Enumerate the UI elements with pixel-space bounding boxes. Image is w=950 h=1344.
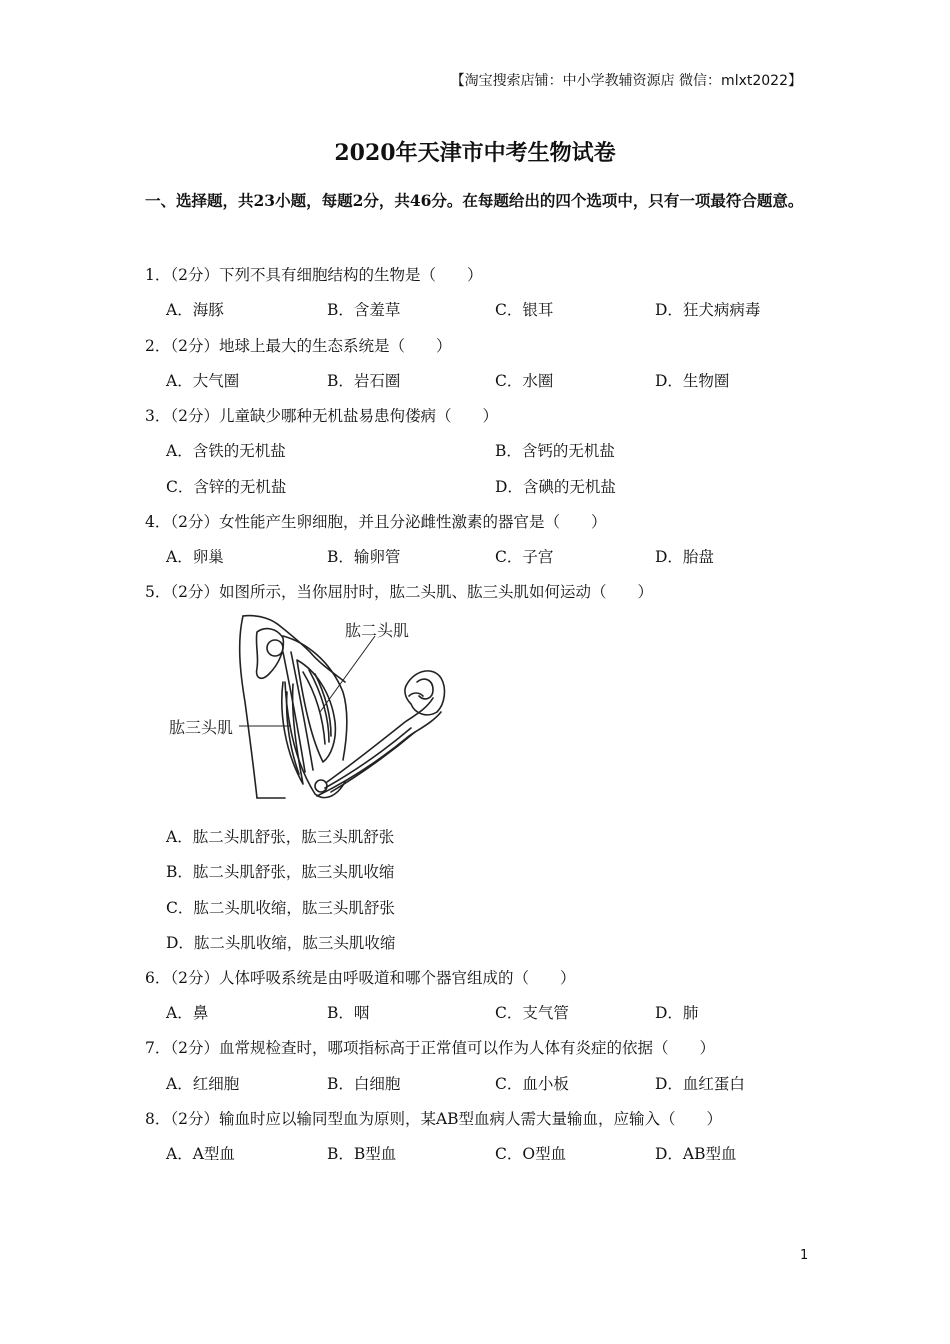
- page-title: 2020年天津市中考生物试卷: [334, 140, 616, 166]
- question-4-stem: 4．（2分）女性能产生卵细胞，并且分泌雌性激素的器官是（ ）: [145, 513, 607, 531]
- question-5-option-a: A．肱二头肌舒张，肱三头肌舒张: [166, 828, 395, 846]
- question-1-stem: 1．（2分）下列不具有细胞结构的生物是（ ）: [145, 266, 483, 284]
- question-7-option-a: A．红细胞: [166, 1075, 240, 1093]
- question-6-option-b: B．咽: [327, 1004, 370, 1022]
- question-2-option-a: A．大气圈: [166, 372, 240, 390]
- question-4-option-b: B．输卵管: [327, 548, 401, 566]
- question-3-option-a: A．含铁的无机盐: [166, 442, 286, 460]
- question-6-option-a: A．鼻: [166, 1004, 209, 1022]
- question-3-stem: 3．（2分）儿童缺少哪种无机盐易患佝偻病（ ）: [145, 407, 498, 425]
- triceps-label: 肱三头肌: [169, 718, 234, 737]
- question-5-option-d: D．肱二头肌收缩，肱三头肌收缩: [166, 934, 396, 952]
- question-8-option-d: D．AB型血: [655, 1145, 737, 1163]
- question-2-option-b: B．岩石圈: [327, 372, 401, 390]
- question-2-option-d: D．生物圈: [655, 372, 730, 390]
- question-1-option-b: B．含羞草: [327, 301, 401, 319]
- question-8-option-c: C．O型血: [495, 1145, 567, 1163]
- question-6-stem: 6．（2分）人体呼吸系统是由呼吸道和哪个器官组成的（ ）: [145, 969, 576, 987]
- question-8-option-a: A．A型血: [166, 1145, 235, 1163]
- question-4-option-d: D．胎盘: [655, 548, 714, 566]
- question-8-stem: 8．（2分）输血时应以输同型血为原则，某AB型血病人需大量输血，应输入（ ）: [145, 1110, 723, 1128]
- page-number: 1: [800, 1248, 809, 1263]
- question-7-option-c: C．血小板: [495, 1075, 569, 1093]
- arm-muscle-figure: [165, 612, 455, 812]
- question-5-option-c: C．肱二头肌收缩，肱三头肌舒张: [166, 899, 395, 917]
- question-7-option-d: D．血红蛋白: [655, 1075, 745, 1093]
- question-1-option-a: A．海豚: [166, 301, 224, 319]
- question-2-option-c: C．水圈: [495, 372, 554, 390]
- question-4-option-c: C．子宫: [495, 548, 554, 566]
- question-3-option-d: D．含碘的无机盐: [495, 478, 616, 496]
- biceps-label: 肱二头肌: [345, 621, 410, 640]
- question-6-option-d: D．肺: [655, 1004, 699, 1022]
- question-3-option-b: B．含钙的无机盐: [495, 442, 615, 460]
- question-7-option-b: B．白细胞: [327, 1075, 401, 1093]
- page-header: 【淘宝搜索店铺：中小学教辅资源店 微信：mlxt2022】: [450, 73, 802, 89]
- question-3-option-c: C．含锌的无机盐: [166, 478, 287, 496]
- question-6-option-c: C．支气管: [495, 1004, 569, 1022]
- question-2-stem: 2．（2分）地球上最大的生态系统是（ ）: [145, 337, 452, 355]
- question-4-option-a: A．卵巢: [166, 548, 224, 566]
- question-7-stem: 7．（2分）血常规检查时，哪项指标高于正常值可以作为人体有炎症的依据（ ）: [145, 1039, 715, 1057]
- section-heading: 一、选择题，共23小题，每题2分，共46分。在每题给出的四个选项中，只有一项最符合题意。: [145, 191, 804, 210]
- question-1-option-c: C．银耳: [495, 301, 554, 319]
- question-1-option-d: D．狂犬病病毒: [655, 301, 761, 319]
- question-8-option-b: B．B型血: [327, 1145, 397, 1163]
- question-5-option-b: B．肱二头肌舒张，肱三头肌收缩: [166, 863, 395, 881]
- question-5-stem: 5．（2分）如图所示，当你屈肘时，肱二头肌、肱三头肌如何运动（ ）: [145, 583, 653, 601]
